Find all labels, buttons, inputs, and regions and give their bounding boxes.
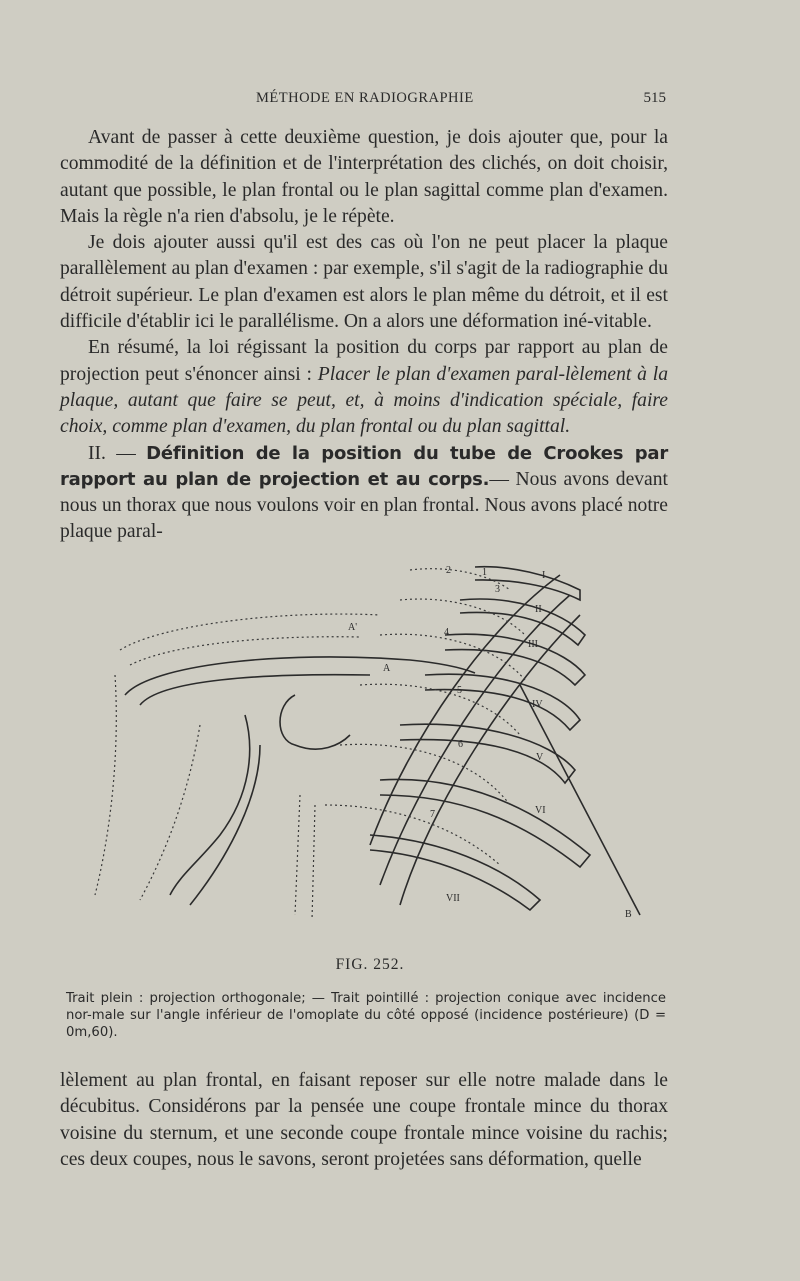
rib-III — [445, 634, 585, 685]
figure-caption: Trait plein : projection orthogonale; — Trait pointillé : projection conique avec incidence nor-male sur l'angle inférieur de l'omoplate du côté opposé (incidence postérieure) (D = 0m,60). — [66, 991, 666, 1040]
text-block-bottom — [60, 1068, 668, 1173]
dotted-spine-2 — [312, 805, 315, 920]
label-A: A — [383, 663, 391, 674]
dotted-rib-2 — [400, 599, 525, 635]
dotted-rib-3 — [380, 634, 525, 680]
dotted-border-1 — [95, 675, 116, 895]
running-title: MÉTHODE EN RADIOGRAPHIE — [256, 90, 474, 106]
thoracic-line-1 — [370, 575, 560, 845]
label-5: 5 — [457, 685, 462, 696]
scapula-lateral-border — [170, 715, 250, 895]
label-3: 3 — [495, 584, 500, 595]
rib-IV — [425, 674, 580, 730]
label-4: 4 — [444, 627, 449, 638]
rib-VI — [380, 779, 590, 867]
humerus-outline — [280, 695, 350, 749]
label-roman-IV: IV — [532, 699, 543, 710]
figure-title: FIG. 252. — [335, 956, 405, 973]
dotted-border-2 — [140, 725, 200, 900]
running-header — [60, 90, 666, 112]
label-A-prime: A' — [348, 622, 358, 633]
label-roman-III: III — [528, 639, 538, 650]
section-number: II. — — [88, 442, 147, 464]
paragraph-5: lèlement au plan frontal, en faisant reposer sur elle notre malade dans le décubitus. Considérons par la pensée une coupe frontale mince du thorax voisine du sternum, et une seconde coupe frontale mince voisine du rachis; ces deux coupes, nous le savons, seront projetées sans déformation, quelle — [60, 1070, 668, 1170]
dotted-spine — [295, 795, 300, 915]
figure-252-diagram — [80, 555, 660, 935]
paragraph-1: Avant de passer à cette deuxième question, je dois ajouter que, pour la commodité de la définition et de l'interprétation des clichés, on doit choisir, autant que possible, le plan frontal ou le plan sagittal comme plan d'examen. Mais la règle n'a rien d'absolu, je le répète. — [60, 127, 668, 227]
label-7: 7 — [430, 809, 435, 820]
rib-I — [475, 567, 580, 600]
paragraph-3-lead: En résumé, la loi régissant la position du corps par rapport au plan de projection peut s'énoncer ainsi : — [60, 337, 668, 385]
dotted-rib-5 — [340, 744, 510, 805]
label-1: 1 — [482, 567, 487, 578]
scapula-medial-border — [190, 745, 260, 905]
rib-V — [400, 724, 575, 783]
acromion-outline — [140, 675, 370, 705]
dotted-rib-4 — [360, 684, 520, 735]
paragraph-2: Je dois ajouter aussi qu'il est des cas où l'on ne peut placer la plaque parallèlement au plan d'examen : par exemple, s'il s'agit de la radiographie du détroit supérieur. Le plan d'examen est alors le plan même du détroit, et il est difficile d'établir ici le parallélisme. On a alors une déformation iné-vitable. — [60, 232, 668, 333]
label-B: B — [625, 909, 632, 920]
orthogonal-projection-solid — [125, 567, 640, 915]
label-2: 2 — [446, 565, 451, 576]
label-roman-V: V — [536, 752, 544, 763]
dotted-scapula — [120, 614, 380, 650]
section-heading: Définition de la position du tube de Crookes par rapport au plan de projection et au corps. — [60, 442, 669, 490]
thoracic-line-3 — [400, 615, 580, 905]
paragraph-4-rest: — Nous avons devant nous un thorax que nous voulons voir en plan frontal. Nous avons placé notre plaque paral- — [60, 468, 668, 543]
paragraph-4 — [60, 441, 668, 546]
page-number: 515 — [643, 90, 666, 106]
text-block-top — [60, 125, 668, 546]
paragraph-3 — [60, 335, 668, 440]
label-roman-II: II — [535, 604, 542, 615]
label-roman-I: I — [542, 570, 546, 581]
label-roman-VII: VII — [446, 893, 460, 904]
scapula-outline — [125, 657, 475, 695]
label-6: 6 — [458, 739, 463, 750]
paragraph-3-rule: Placer le plan d'examen paral-lèlement à la plaque, autant que faire se peut, et, à moins d'indication spéciale, faire choix, comme plan d'examen, du plan frontal ou du plan sagittal. — [60, 363, 668, 438]
label-roman-VI: VI — [535, 805, 546, 816]
